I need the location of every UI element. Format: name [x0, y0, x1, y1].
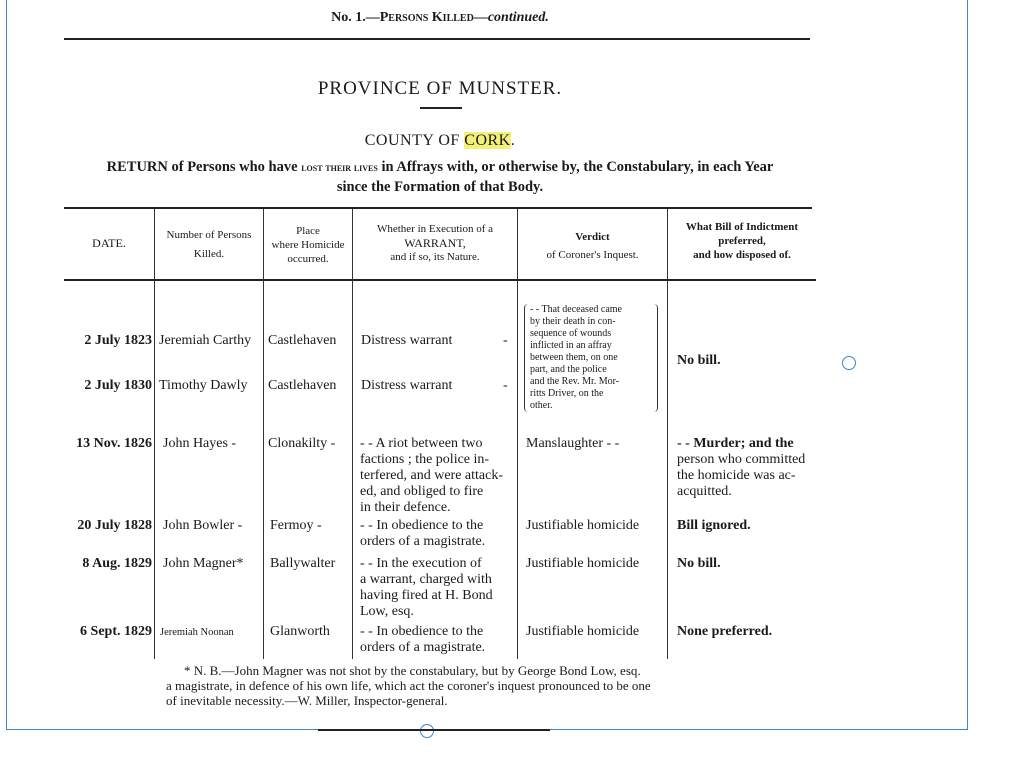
row3-warrant: - - A riot between two factions ; the police in- terfered, and were attack- ed, and obliged to fire in their defence.: [360, 436, 504, 515]
row3-place: Clonakilty -: [268, 436, 336, 451]
header-place: Place where Homicide occurred.: [271, 225, 345, 265]
row4-date: 20 July 1828: [77, 518, 152, 533]
header-date: DATE.: [92, 236, 126, 250]
row6-bill: None preferred.: [677, 624, 773, 639]
header-killed: Number of Persons Killed.: [166, 229, 252, 260]
header-warrant: Whether in Execution of a WARRANT, and if so, its Nature.: [376, 223, 494, 263]
row4-place: Fermoy -: [270, 518, 322, 533]
province-rule: [420, 107, 462, 109]
row5-bill: No bill.: [677, 556, 721, 571]
row1-name: Jeremiah Carthy: [159, 333, 252, 348]
row6-date: 6 Sept. 1829: [80, 624, 152, 639]
table-top-rule: [64, 207, 812, 209]
row3-name: John Hayes -: [163, 436, 237, 451]
county-highlight: CORK: [464, 132, 511, 149]
row5-date: 8 Aug. 1829: [82, 556, 152, 571]
col-line-4: [517, 209, 518, 659]
row3-verdict: Manslaughter - -: [526, 436, 620, 451]
col-line-2: [263, 209, 264, 659]
col-line-5: [667, 209, 668, 659]
top-rule: [64, 38, 810, 40]
row5-name: John Magner*: [163, 556, 244, 571]
row6-warrant: - - In obedience to the orders of a magistrate.: [360, 624, 486, 655]
row4-name: John Bowler -: [163, 518, 243, 533]
row2-date: 2 July 1830: [84, 378, 152, 393]
row6-name: Jeremiah Noonan: [160, 627, 234, 638]
header-bill: What Bill of Indictment preferred, and how disposed of.: [685, 221, 799, 261]
row5-verdict: Justifiable homicide: [526, 556, 640, 571]
row2-place: Castlehaven: [268, 378, 337, 393]
row2-dash: -: [503, 378, 508, 393]
shared-bill: No bill.: [677, 353, 721, 368]
row1-warrant: Distress warrant: [361, 333, 453, 348]
county-title: COUNTY OF CORK.: [364, 132, 516, 149]
row6-verdict: Justifiable homicide: [526, 624, 640, 639]
shared-verdict: - - That deceased came by their death in con- sequence of wounds inflicted in an affray between them, on one part, and the police and the Rev. Mr. Mor- ritts Driver, on the other.: [530, 304, 622, 411]
province-title: PROVINCE OF MUNSTER.: [317, 78, 563, 99]
row4-verdict: Justifiable homicide: [526, 518, 640, 533]
col-line-1: [154, 209, 155, 659]
bottom-rule: [318, 729, 550, 731]
header-bottom-rule: [64, 279, 816, 281]
row5-warrant: - - In the execution of a warrant, charged with having fired at H. Bond Low, esq.: [360, 556, 493, 619]
row2-name: Timothy Dawly: [159, 378, 248, 393]
row4-warrant: - - In obedience to the orders of a magistrate.: [360, 518, 486, 549]
row3-bill: - - Murder; and the person who committed the homicide was ac- acquitted.: [677, 436, 806, 499]
row1-date: 2 July 1823: [84, 333, 152, 348]
col-line-3: [352, 209, 353, 659]
row1-dash: -: [503, 333, 508, 348]
return-title: RETURN of Persons who have lost their lives in Affrays with, or otherwise by, the Constabulary, in each Year since the Formation of that Body.: [106, 159, 774, 195]
row6-place: Glanworth: [270, 624, 330, 639]
footnote: * N. B.—John Magner was not shot by the constabulary, but by George Bond Low, esq. a magistrate, in defence of his own life, which act the coroner's inquest pronounced to be one of inevitable necessity.—W. Miller, Inspector-general.: [166, 663, 651, 708]
row1-place: Castlehaven: [268, 333, 337, 348]
header-verdict: Verdict of Coroner's Inquest.: [546, 231, 639, 261]
row5-place: Ballywalter: [270, 556, 336, 571]
running-head: No. 1.—Persons Killed—continued.: [331, 10, 549, 25]
row4-bill: Bill ignored.: [677, 518, 751, 533]
row2-warrant: Distress warrant: [361, 378, 453, 393]
row3-date: 13 Nov. 1826: [76, 436, 152, 451]
